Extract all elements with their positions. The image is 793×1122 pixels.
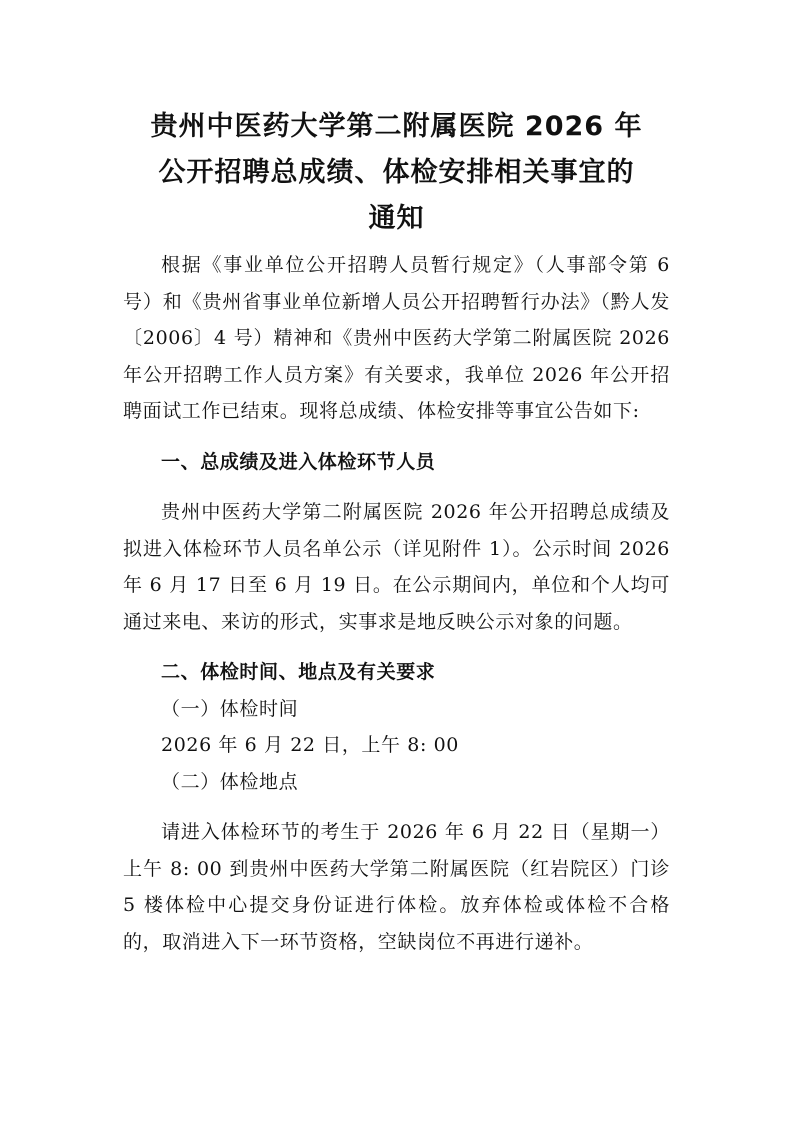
document-title (123, 104, 670, 242)
exam-time-label: （一）体检时间 (161, 697, 299, 720)
section-1-heading: 一、总成绩及进入体检环节人员 (161, 450, 436, 473)
exam-place-label: （二）体检地点 (161, 770, 299, 793)
title-line-1: 贵州中医药大学第二附属医院 2026 年 (150, 111, 643, 142)
title-line-2: 公开招聘总成绩、体检安排相关事宜的 (158, 157, 635, 188)
section-2-heading: 二、体检时间、地点及有关要求 (161, 661, 436, 683)
title-line-3: 通知 (368, 203, 425, 234)
intro-paragraph: 根据《事业单位公开招聘人员暂行规定》（人事部令第 6 号）和《贵州省事业单位新增人员公开招聘暂行办法》（黔人发〔2006〕4 号）精神和《贵州中医药大学第二附属医院 2026 年公开招聘工作人员方案》有关要求，我单位 2026 年公开招聘面试工作已结束。现将总成绩、体检安排等事宜公告如下: (123, 254, 670, 422)
exam-time-value: 2026 年 6 月 22 日，上午 8: 00 (161, 734, 459, 756)
notice-document (123, 104, 670, 960)
exam-place-body: 请进入体检环节的考生于 2026 年 6 月 22 日（星期一）上午 8: 00 到贵州中医药大学第二附属医院（红岩院区）门诊 5 楼体检中心提交身份证进行体检。放弃体检或体检不合格的，取消进入下一环节资格，空缺岗位不再进行递补。 (123, 821, 670, 953)
section-1-body: 贵州中医药大学第二附属医院 2026 年公开招聘总成绩及拟进入体检环节人员名单公示（详见附件 1）。公示时间 2026 年 6 月 17 日至 6 月 19 日。在公示期间内，单位和个人均可通过来电、来访的形式，实事求是地反映公示对象的问题。 (123, 501, 670, 633)
